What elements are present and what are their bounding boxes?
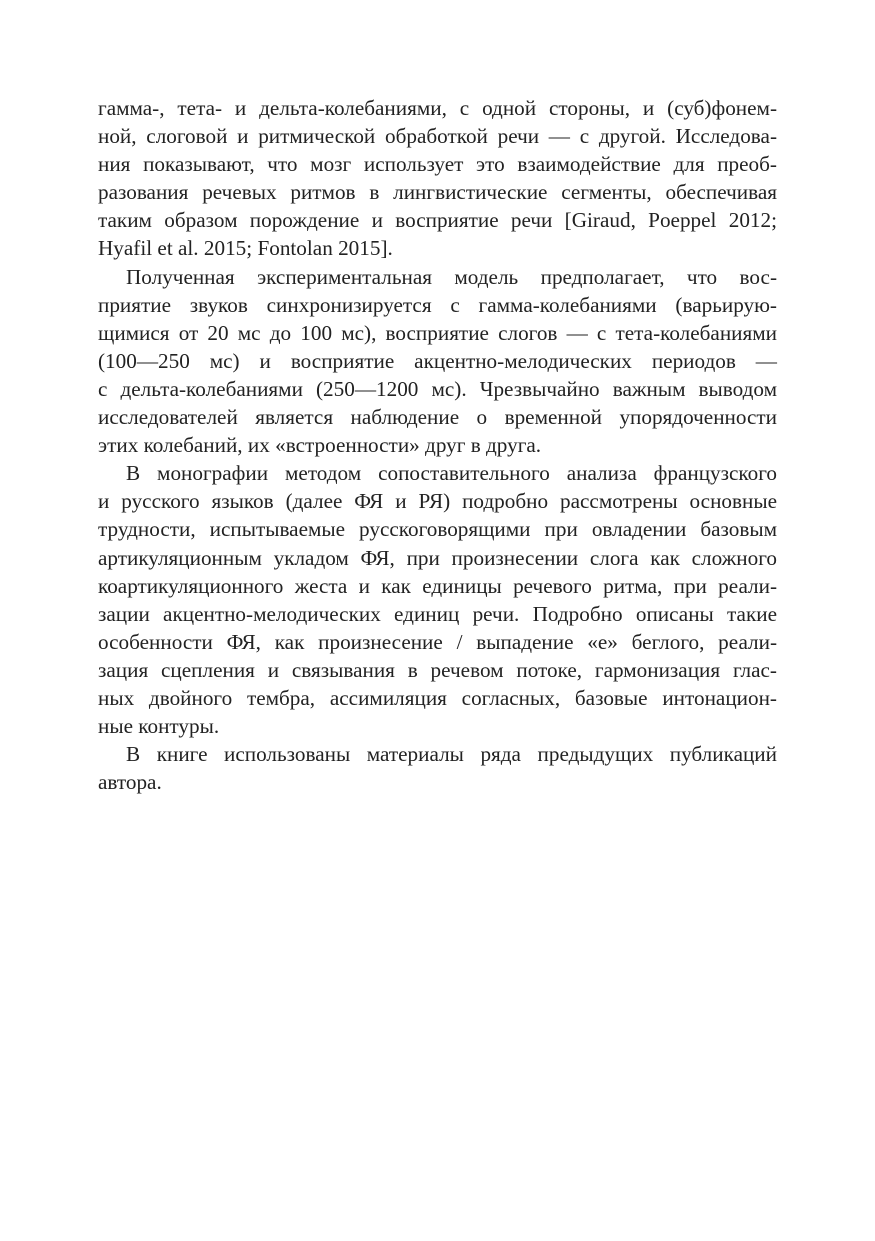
text-line: В книге использованы материалы ряда предыдущих публикаций — [126, 742, 777, 767]
paragraph-4 — [98, 740, 777, 796]
text-line: (100—250 мс) и восприятие акцентно-мелодических периодов — — [98, 348, 777, 373]
text-line: таким образом порождение и восприятие речи [Giraud, Poeppel 2012; — [98, 208, 777, 233]
text-line: ния показывают, что мозг использует это взаимодействие для преоб- — [98, 152, 777, 177]
text-line: ные контуры. — [98, 714, 220, 739]
text-line: с дельта-колебаниями (250—1200 мс). Чрезвычайно важным выводом — [98, 376, 777, 401]
text-line: особенности ФЯ, как произнесение / выпадение «е» беглого, реали- — [98, 629, 777, 654]
text-line: этих колебаний, их «встроенности» друг в друга. — [98, 433, 542, 458]
text-line: ной, слоговой и ритмической обработкой речи — с другой. Исследова- — [98, 124, 777, 149]
paragraph-3 — [98, 459, 777, 740]
text-line: гамма-, тета- и дельта-колебаниями, с одной стороны, и (суб)фонем- — [98, 96, 777, 120]
text-line: щимися от 20 мс до 100 мс), восприятие слогов — с тета-колебаниями — [98, 320, 777, 345]
text-line: зация сцепления и связывания в речевом потоке, гармонизация глас- — [98, 657, 777, 682]
paragraph-1 — [98, 94, 777, 263]
text-line: зации акцентно-мелодических единиц речи. Подробно описаны такие — [98, 601, 777, 626]
paragraph-2 — [98, 263, 777, 460]
text-line: ных двойного тембра, ассимиляция согласных, базовые интонацион- — [98, 685, 777, 710]
text-line: артикуляционным укладом ФЯ, при произнесении слога как сложного — [98, 545, 777, 570]
text-line: исследователей является наблюдение о временной упорядоченности — [98, 405, 777, 430]
body-text — [98, 94, 777, 796]
text-line: В монографии методом сопоставительного анализа французского — [126, 461, 777, 486]
text-line: трудности, испытываемые русскоговорящими при овладении базовым — [98, 517, 777, 542]
text-line: коартикуляционного жеста и как единицы речевого ритма, при реали- — [98, 573, 777, 598]
text-line: разования речевых ритмов в лингвистические сегменты, обеспечивая — [98, 180, 777, 205]
text-line: и русского языков (далее ФЯ и РЯ) подробно рассмотрены основные — [98, 489, 777, 514]
text-line: автора. — [98, 770, 162, 795]
text-line: приятие звуков синхронизируется с гамма-колебаниями (варьирую- — [98, 292, 777, 317]
text-line: Hyafil et al. 2015; Fontolan 2015]. — [98, 236, 393, 261]
text-line: Полученная экспериментальная модель предполагает, что вос- — [126, 264, 777, 289]
